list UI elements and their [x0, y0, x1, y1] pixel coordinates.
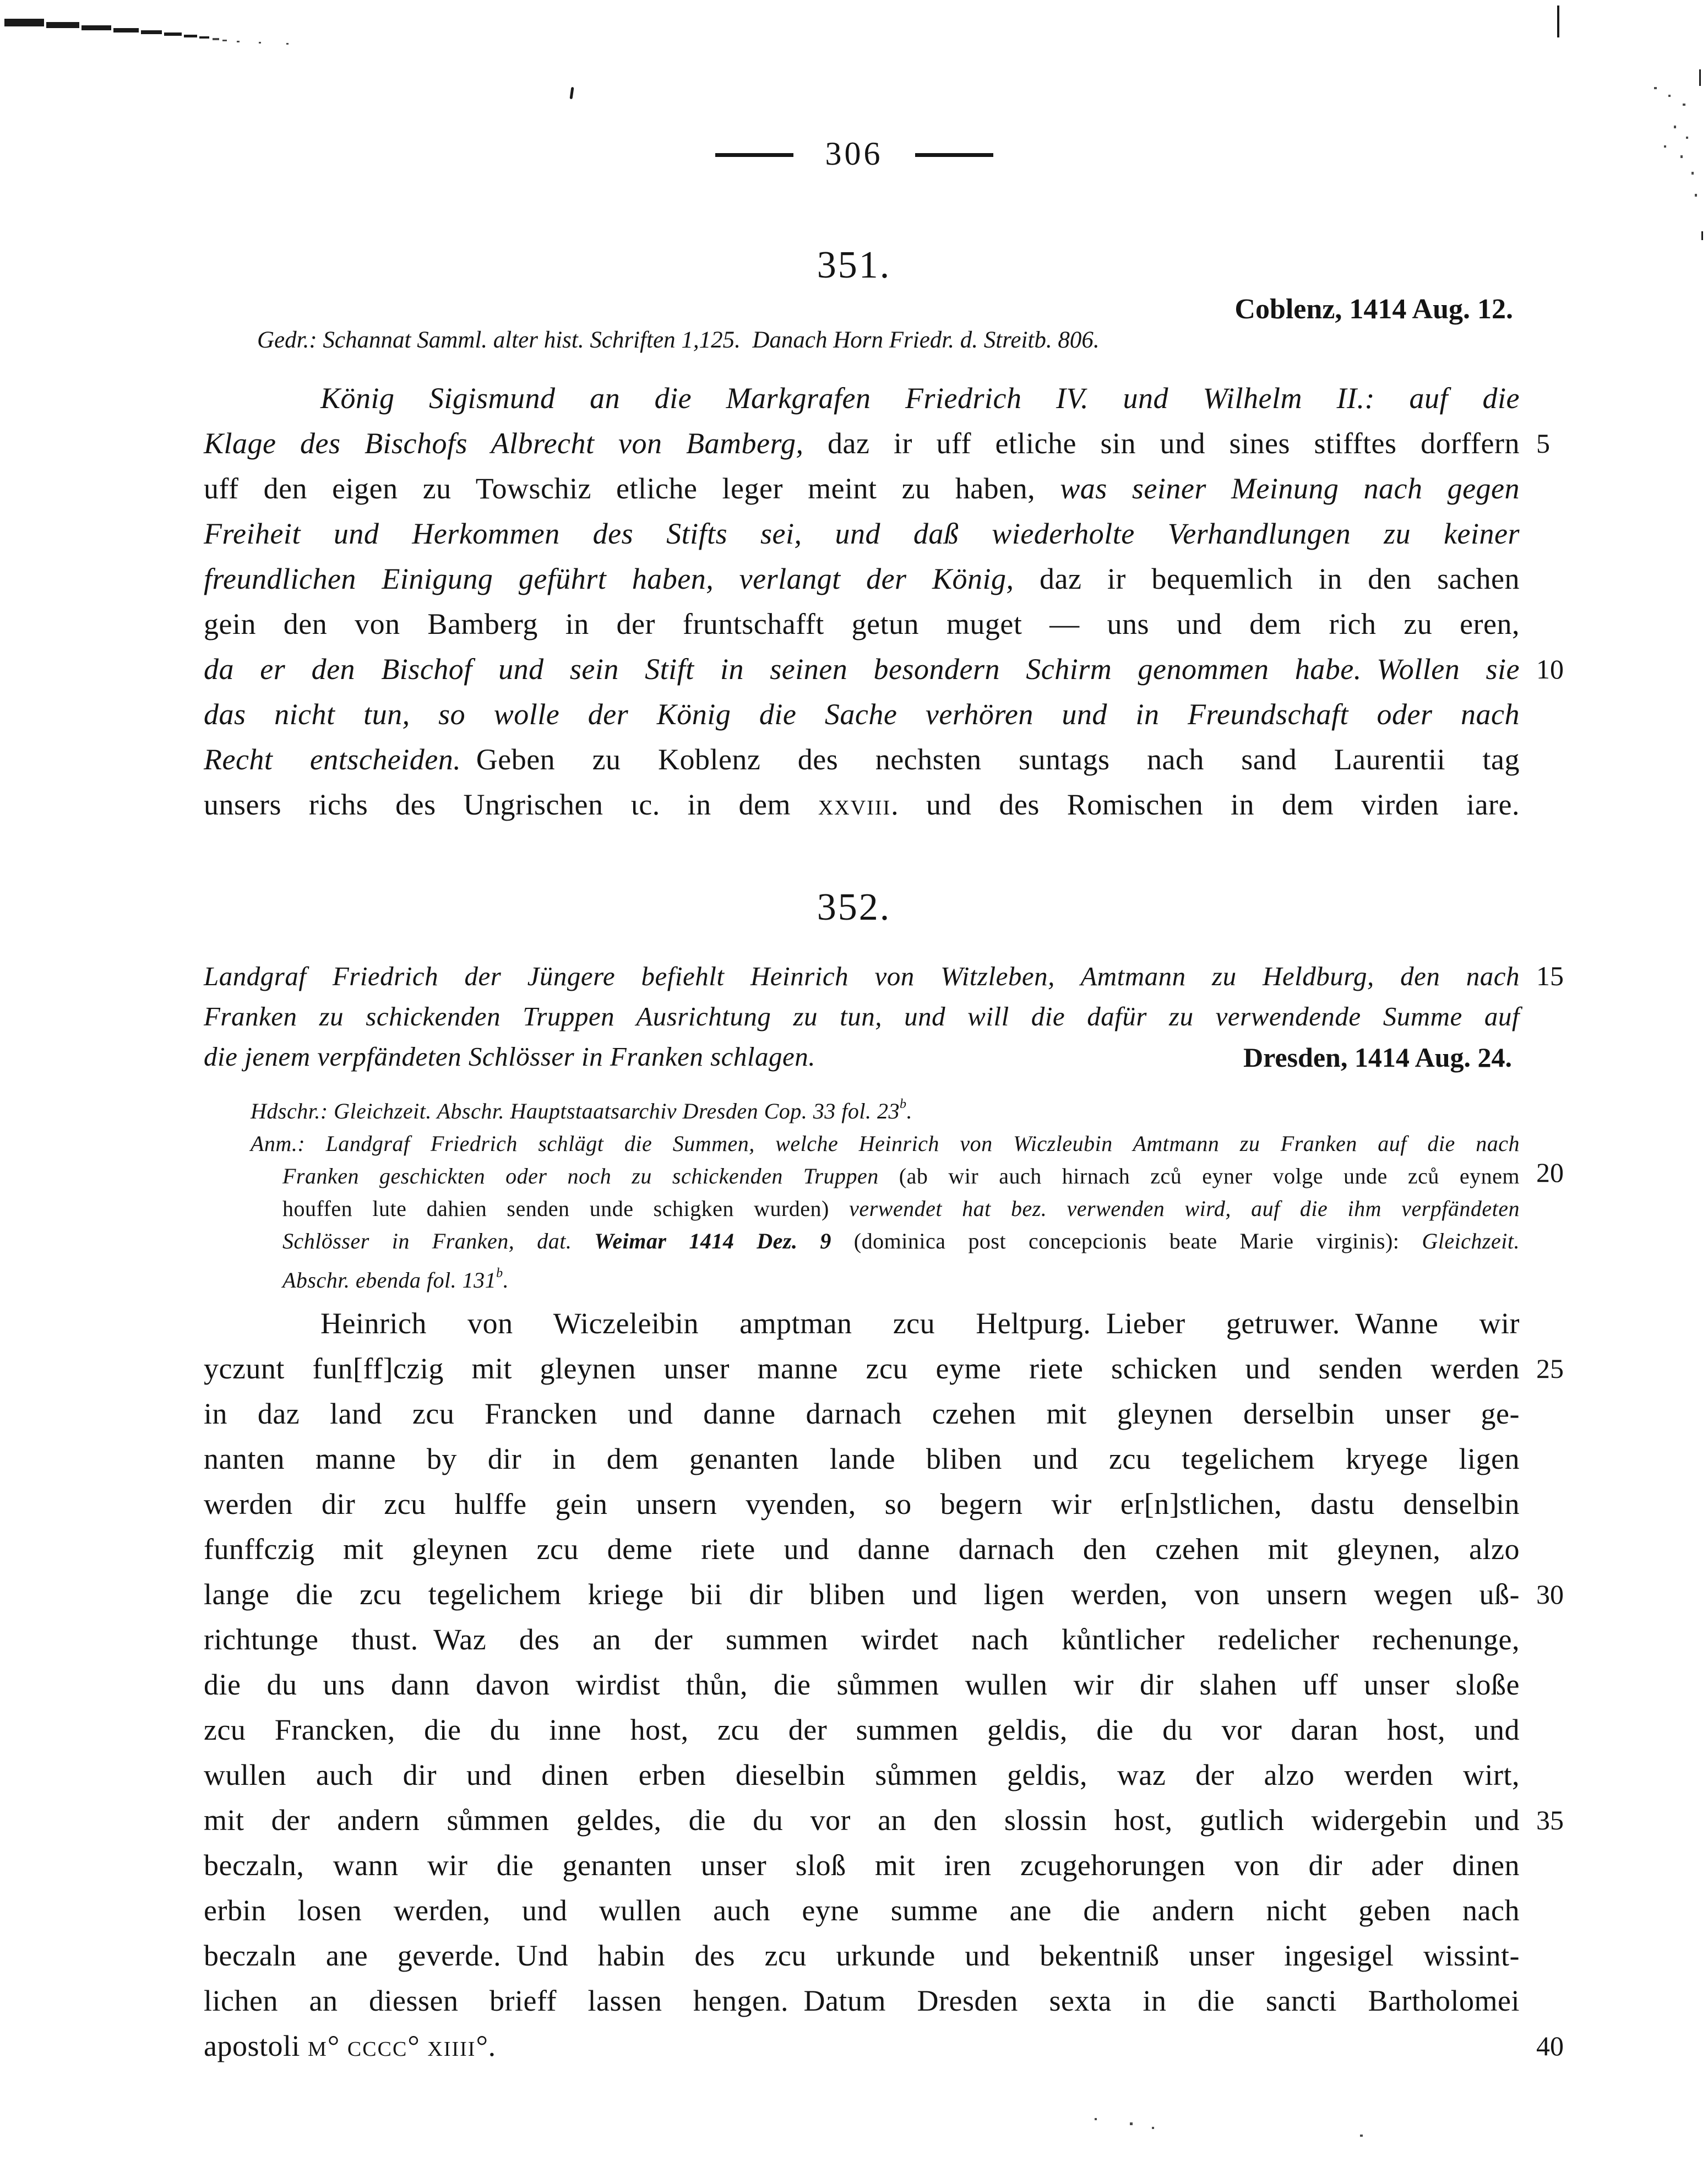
text-segment: Franken geschickten oder noch zu schickenden Truppen: [282, 1163, 899, 1188]
text-line: [204, 782, 1520, 827]
text-segment: Abschr. ebenda fol. 131: [282, 1267, 497, 1293]
scan-artifact-line: [1557, 6, 1559, 37]
scan-artifact-speck: [259, 42, 261, 44]
text-line: [204, 1978, 1520, 2023]
text-line: [204, 1301, 1520, 1346]
text-line: [204, 1933, 1520, 1978]
margin-line-number: 20: [1536, 1156, 1564, 1188]
scan-artifact-speck: [1360, 2135, 1363, 2137]
scan-artifact-dash: [184, 35, 197, 37]
scan-artifact-speck: [1674, 126, 1676, 128]
superscript: b: [900, 1097, 907, 1111]
text-line: [204, 1481, 1520, 1527]
scan-artifact-dash: [164, 32, 182, 36]
scan-artifact-dash: [4, 19, 44, 26]
margin-line-number: 40: [1536, 2030, 1564, 2061]
scan-artifact-dash: [141, 30, 162, 34]
text-segment: nanten manne by dir in dem genanten lande bliben und zcu tegelichem kryege ligen: [204, 1442, 1520, 1475]
text-line: [204, 556, 1520, 601]
text-segment: Freiheit und Herkommen des Stifts sei, und daß wiederholte Verhandlungen zu keiner: [204, 517, 1520, 550]
scan-artifact-speck: [1152, 2127, 1154, 2129]
scan-artifact-speck: [1654, 87, 1657, 89]
header-rule-left: [715, 153, 793, 157]
text-line: [204, 2023, 1564, 2068]
text-line: [204, 692, 1520, 737]
doc-351-source: Gedr.: Schannat Samml. alter hist. Schriften 1,125. Danach Horn Friedr. d. Streitb. 806.: [257, 327, 1100, 353]
text-line: [204, 1707, 1520, 1752]
text-segment: apostoli: [204, 2029, 308, 2062]
text-line: [251, 1225, 1520, 1257]
text-segment: °: [327, 2029, 347, 2062]
text-line: [204, 1346, 1564, 1391]
text-line: [204, 601, 1520, 647]
doc-352-summary: [204, 956, 1564, 1077]
text-segment: das nicht tun, so wolle der König die Sache verhören und in Freundschaft oder nach: [204, 698, 1520, 731]
text-segment: °.: [476, 2029, 496, 2062]
text-segment: Landgraf Friedrich der Jüngere befiehlt Heinrich von Witzleben, Amtmann zu Heldburg, den nach: [204, 961, 1520, 991]
scan-artifact-speck: [1095, 2118, 1097, 2120]
text-segment: Gleichzeit.: [1422, 1228, 1520, 1253]
text-segment: unsers richs des Ungrischen ɩc. in dem: [204, 788, 818, 821]
text-line: [204, 1391, 1520, 1436]
text-segment: beczaln ane geverde. Und habin des zcu urkunde und bekentniß unser ingesigel wissint-: [204, 1939, 1520, 1972]
text-segment: cccc: [347, 2029, 408, 2062]
header-rule-right: [915, 153, 993, 157]
margin-line-number: 25: [1536, 1353, 1564, 1384]
scan-artifact-speck: [286, 43, 289, 45]
text-segment: .: [906, 1098, 913, 1123]
text-line: [204, 1752, 1520, 1798]
text-segment: lange die zcu tegelichem kriege bii dir bliben und ligen werden, von unsern wegen uß-: [204, 1578, 1520, 1611]
text-segment: gein den von Bamberg in der fruntschafft getun muget — uns und dem rich zu eren,: [204, 607, 1520, 640]
text-segment: erbin losen werden, und wullen auch eyne summe ane die andern nicht geben nach: [204, 1894, 1520, 1927]
text-segment: .: [503, 1267, 509, 1293]
text-segment: xiiii: [427, 2029, 476, 2062]
text-segment: Anm.: Landgraf Friedrich schlägt die Summen, welche Heinrich von Wiczleubin Amtmann zu Franken auf die nach: [251, 1131, 1520, 1156]
text-line: [204, 1572, 1564, 1617]
text-segment: da er den Bischof und sein Stift in seinen besondern Schirm genommen habe. Wollen sie: [204, 653, 1520, 686]
text-line: [204, 1617, 1520, 1662]
text-line: [204, 1436, 1520, 1481]
text-segment: werden dir zcu hulffe gein unsern vyenden, so begern wir er[n]stlichen, dastu denselbin: [204, 1487, 1520, 1521]
text-line: [204, 956, 1564, 996]
text-segment: Klage des Bischofs Albrecht von Bamberg,: [204, 427, 828, 460]
text-segment: xxviii: [818, 788, 891, 821]
text-segment: funffczig mit gleynen zcu deme riete und danne darnach den czehen mit gleynen, alzo: [204, 1533, 1520, 1566]
text-segment: . und des Romischen in dem virden iare.: [891, 788, 1520, 821]
text-segment: yczunt fun[ff]czig mit gleynen unser manne zcu eyme riete schicken und senden werden: [204, 1352, 1520, 1385]
margin-line-number: 10: [1536, 654, 1564, 685]
text-segment: (ab wir auch hirnach zců eyner volge unde zců eynem: [899, 1163, 1520, 1188]
text-line: [251, 1257, 1520, 1296]
text-segment: die jenem verpfändeten Schlösser in Franken schlagen.: [204, 1041, 816, 1072]
scan-artifact-dash: [199, 36, 209, 39]
scan-artifact-dash: [113, 28, 139, 32]
text-segment: daz ir bequemlich in den sachen: [1040, 562, 1520, 595]
text-line: [204, 1888, 1520, 1933]
text-segment: uff den eigen zu Towschiz etliche leger meint zu haben,: [204, 472, 1060, 505]
text-line: [204, 647, 1564, 692]
text-line: [204, 737, 1520, 782]
doc-352-dateline: Dresden, 1414 Aug. 24.: [1243, 1042, 1512, 1073]
text-line: [204, 1036, 1520, 1077]
text-segment: Schlösser in Franken, dat.: [282, 1228, 595, 1253]
text-segment: die du uns dann davon wirdist thůn, die sůmmen wullen wir dir slahen uff unser sloße: [204, 1668, 1520, 1701]
margin-line-number: 15: [1536, 960, 1564, 991]
margin-line-number: 35: [1536, 1805, 1564, 1836]
scan-artifact-tick: [1699, 69, 1701, 86]
scan-artifact-speck: [237, 41, 240, 42]
text-line: [251, 1088, 1520, 1127]
running-header: [0, 137, 1708, 171]
text-segment: mit der andern sůmmen geldes, die du vor an den slossin host, gutlich widergebin und: [204, 1804, 1520, 1837]
text-segment: wullen auch dir und dinen erben dieselbin sůmmen geldis, waz der alzo werden wirt,: [204, 1758, 1520, 1791]
text-segment: Franken zu schickenden Truppen Ausrichtung zu tun, und will die dafür zu verwendende Summe auf: [204, 1001, 1520, 1031]
scan-artifact-speck: [1668, 95, 1671, 97]
text-segment: daz ir uff etliche sin und sines stifftes dorffern: [828, 427, 1520, 460]
text-segment: in daz land zcu Francken und danne darnach czehen mit gleynen derselbin unser ge-: [204, 1397, 1520, 1430]
doc-351-dateline: Coblenz, 1414 Aug. 12.: [1234, 294, 1513, 325]
scan-artifact-dash: [213, 38, 219, 40]
scan-artifact-dash: [81, 25, 111, 30]
scan-artifact-dash: [46, 22, 79, 28]
text-segment: verwendet hat bez. verwenden wird, auf die ihm verpfändeten: [849, 1196, 1520, 1221]
doc-351-text: [204, 376, 1564, 827]
text-segment: Hdschr.: Gleichzeit. Abschr. Hauptstaatsarchiv Dresden Cop. 33 fol. 23: [251, 1098, 900, 1123]
text-segment: freundlichen Einigung geführt haben, verlangt der König,: [204, 562, 1040, 595]
text-line: [204, 996, 1520, 1036]
scan-artifact-speck: [1683, 104, 1685, 106]
text-segment: m: [308, 2029, 328, 2062]
text-line: [204, 1843, 1520, 1888]
text-line: [251, 1192, 1520, 1225]
text-line: [204, 421, 1550, 466]
text-line: [204, 1527, 1520, 1572]
text-segment: (dominica post concepcionis beate Marie virginis):: [853, 1228, 1422, 1253]
page-number: 306: [825, 135, 883, 172]
text-segment: houffen lute dahien senden unde schigken wurden): [282, 1196, 850, 1221]
doc-352-notes: [251, 1088, 1564, 1296]
text-segment: Recht entscheiden.: [204, 743, 461, 776]
text-segment: zcu Francken, die du inne host, zcu der summen geldis, die du vor daran host, und: [204, 1713, 1520, 1746]
scan-artifact-tick: [1701, 231, 1703, 240]
superscript: b: [496, 1266, 503, 1280]
text-segment: °: [407, 2029, 428, 2062]
text-segment: was seiner Meinung nach gegen: [1060, 472, 1520, 505]
text-segment: Geben zu Koblenz des nechsten suntags nach sand Laurentii tag: [461, 743, 1520, 776]
text-line: [204, 511, 1520, 556]
scan-artifact-tick: [569, 87, 574, 99]
text-line: [251, 1156, 1564, 1192]
margin-line-number: 5: [1536, 428, 1550, 459]
scan-artifact-speck: [1691, 172, 1694, 175]
text-line: [251, 1127, 1520, 1160]
text-segment: Weimar 1414 Dez. 9: [594, 1228, 854, 1253]
text-segment: Heinrich von Wiczeleibin amptman zcu Heltpurg. Lieber getruwer. Wanne wir: [320, 1307, 1520, 1340]
text-segment: richtunge thust. Waz des an der summen wirdet nach kůntlicher redelicher rechenunge,: [204, 1623, 1520, 1656]
scan-artifact-dash: [222, 40, 227, 41]
doc-351-number: 351.: [817, 244, 891, 286]
margin-line-number: 30: [1536, 1579, 1564, 1610]
doc-352-number: 352.: [817, 886, 891, 928]
scan-artifact-speck: [1130, 2122, 1133, 2125]
text-line: [204, 376, 1520, 421]
text-line: [204, 466, 1520, 511]
text-segment: beczaln, wann wir die genanten unser sloß mit iren zcugehorungen von dir ader dinen: [204, 1849, 1520, 1882]
text-line: [204, 1662, 1520, 1707]
doc-352-letter: [204, 1301, 1564, 2068]
text-segment: König Sigismund an die Markgrafen Friedrich IV. und Wilhelm II.: auf die: [320, 382, 1520, 415]
scan-artifact-speck: [1695, 194, 1697, 197]
text-line: [204, 1798, 1564, 1843]
text-segment: lichen an diessen brieff lassen hengen. Datum Dresden sexta in die sancti Bartholomei: [204, 1984, 1520, 2017]
